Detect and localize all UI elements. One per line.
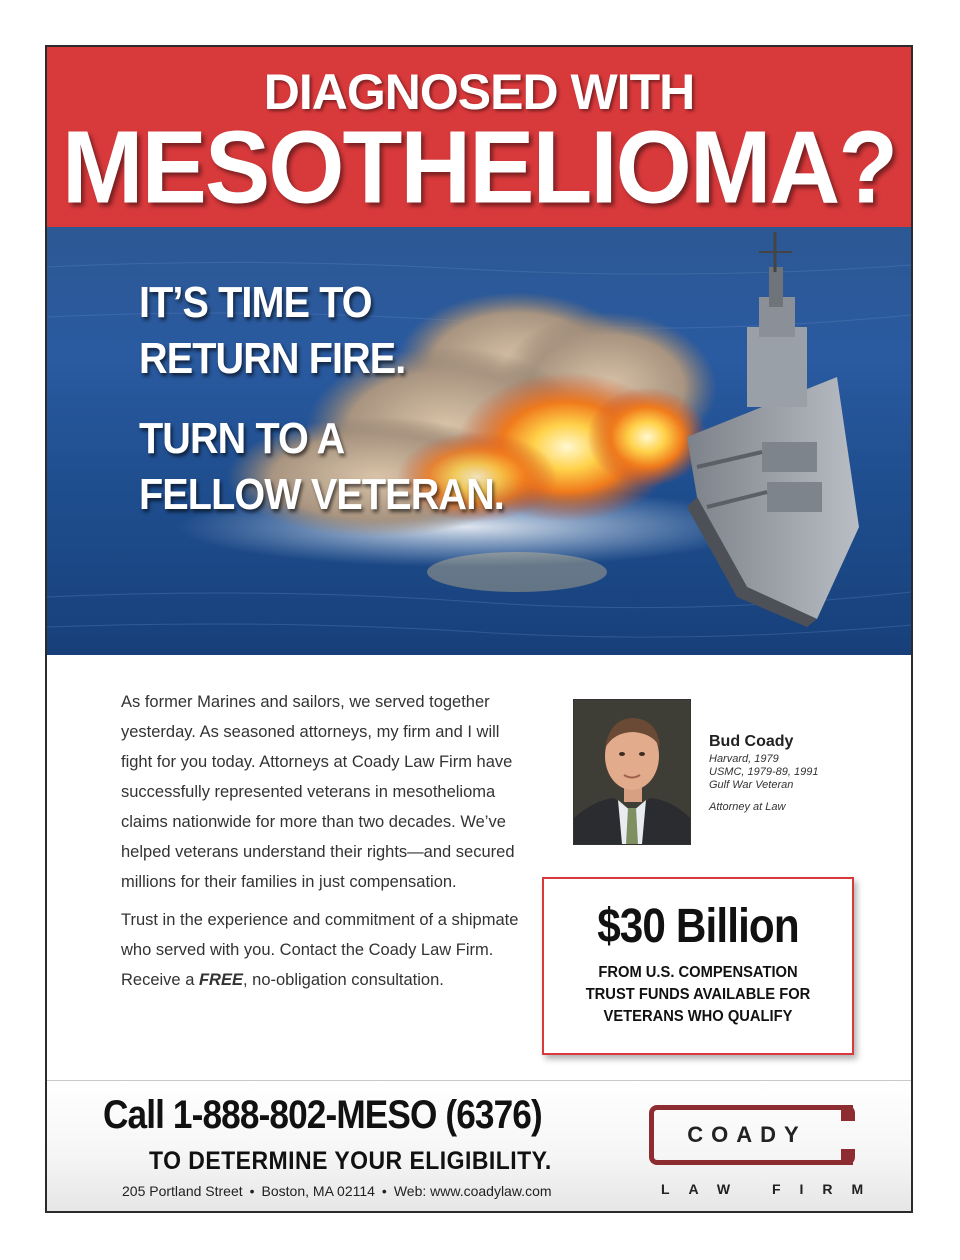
attorney-portrait [573, 699, 691, 845]
attorney-title: Attorney at Law [709, 801, 786, 813]
body-paragraph-2-start: Trust in the experience and commitment of a shipmate who served with you. Contact the Coady Law Firm. Receive a [121, 911, 519, 989]
body-paragraph-2 [121, 905, 521, 995]
body-paragraph-1: As former Marines and sailors, we served together yesterday. As seasoned attorneys, my firm and I will fight for you today. Attorneys at Coady Law Firm have successfully represented veterans in mesothelioma claims nationwide for more than two decades. We’ve helped veterans understand their rights—and secured millions for their families in just compensation. [121, 693, 515, 891]
stat-line3: VETERANS WHO QUALIFY [603, 1008, 793, 1025]
attorney-credential-usmc: USMC, 1979-89, 1991 [709, 766, 819, 778]
address-city: Boston, MA 02114 [261, 1183, 375, 1199]
attorney-credential-harvard: Harvard, 1979 [709, 753, 779, 765]
stat-amount: $30 Billion [597, 900, 799, 953]
attorney-photo [574, 700, 690, 844]
attorney-info [709, 733, 899, 813]
free-emphasis: FREE [198, 971, 243, 989]
logo-subtitle: LAW FIRM [661, 1181, 883, 1197]
coady-law-firm-logo [649, 1105, 883, 1205]
footer [47, 1080, 911, 1212]
compensation-stat-box [542, 877, 854, 1055]
body-copy [121, 687, 521, 1003]
address-line [122, 1183, 552, 1199]
slogan2-line2: FELLOW VETERAN. [139, 470, 504, 519]
logo-c-cap-top [841, 1105, 855, 1121]
slogan1-line2: RETURN FIRE. [139, 334, 406, 383]
advertisement [45, 45, 913, 1213]
bullet-separator: • [249, 1183, 255, 1199]
body-paragraph-2-end: , no-obligation consultation. [242, 971, 444, 989]
headline-line1: DIAGNOSED WITH [263, 64, 695, 120]
stat-line2: TRUST FUNDS AVAILABLE FOR [585, 986, 811, 1003]
headline-line2: MESOTHELIOMA? [61, 109, 897, 225]
attorney-credential-gulf-war: Gulf War Veteran [709, 779, 794, 791]
bullet-separator: • [381, 1183, 387, 1199]
slogan-fellow-veteran [139, 411, 504, 523]
address-street: 205 Portland Street [122, 1183, 243, 1199]
slogan-return-fire [139, 275, 405, 387]
slogan2-line1: TURN TO A [139, 414, 345, 463]
battleship-photo [47, 227, 911, 655]
website-link[interactable]: Web: www.coadylaw.com [393, 1183, 552, 1199]
stat-description [556, 962, 839, 1028]
attorney-name: Bud Coady [709, 733, 794, 750]
slogan1-line1: IT’S TIME TO [139, 278, 372, 327]
eligibility-text: TO DETERMINE YOUR ELIGIBILITY. [149, 1147, 552, 1175]
stat-line1: FROM U.S. COMPENSATION [598, 964, 798, 981]
call-phone-link[interactable]: Call 1-888-802-MESO (6376) [103, 1093, 542, 1137]
logo-wordmark: COADY [687, 1122, 807, 1147]
headline-banner [47, 47, 911, 227]
